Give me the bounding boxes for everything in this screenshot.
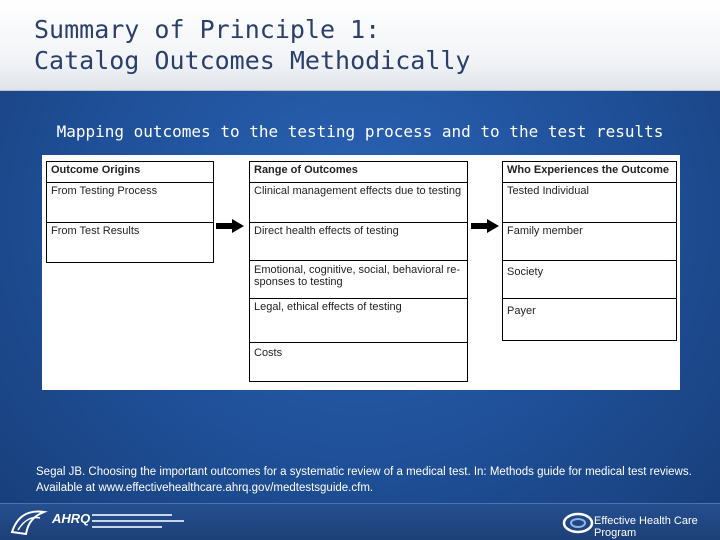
experiences-column	[502, 161, 677, 341]
range-item: Direct health effects of testing	[250, 222, 467, 260]
range-header: Range of Outcomes	[254, 164, 358, 176]
slide-subtitle: Mapping outcomes to the testing process and to the test results	[56, 122, 664, 141]
origins-column	[46, 161, 214, 263]
range-item: Legal, ethical effects of testing	[250, 298, 467, 342]
range-item-line: Emotional, cognitive, social, behavioral re-	[254, 264, 461, 276]
ehc-program-label: Effective Health Care Program	[594, 515, 698, 539]
ahrq-tagline-graphic	[88, 511, 188, 531]
range-item: Clinical management effects due to testing	[250, 182, 467, 222]
origins-header: Outcome Origins	[51, 164, 141, 176]
range-item-line: sponses to testing	[254, 276, 343, 288]
origins-item: From Testing Process	[47, 182, 213, 222]
outcomes-diagram	[42, 155, 680, 390]
slide-title	[34, 14, 471, 76]
range-column	[249, 161, 468, 382]
title-line-2: Catalog Outcomes Methodically	[34, 46, 471, 75]
range-item: Costs	[250, 342, 467, 383]
ahrq-logo: AHRQ	[52, 511, 91, 526]
title-line-1: Summary of Principle 1:	[34, 15, 381, 44]
origins-item: From Test Results	[47, 222, 213, 264]
experiences-header: Who Experiences the Outcome	[507, 164, 669, 176]
experiences-item: Family member	[503, 222, 676, 260]
experiences-item: Society	[503, 260, 676, 298]
range-item-emotional	[250, 260, 467, 298]
experiences-item: Payer	[503, 298, 676, 342]
ehc-swirl-icon	[562, 510, 594, 536]
arrow-right-icon	[471, 219, 501, 233]
experiences-item: Tested Individual	[503, 182, 676, 222]
citation: Segal JB. Choosing the important outcomes for a systematic review of a medical test. In: Methods guide for medical test reviews. Available at www.effectivehealthcare.ahrq.gov/medtestsguide.cfm.	[36, 466, 692, 494]
arrow-right-icon	[216, 219, 246, 233]
hhs-eagle-icon	[8, 506, 48, 538]
